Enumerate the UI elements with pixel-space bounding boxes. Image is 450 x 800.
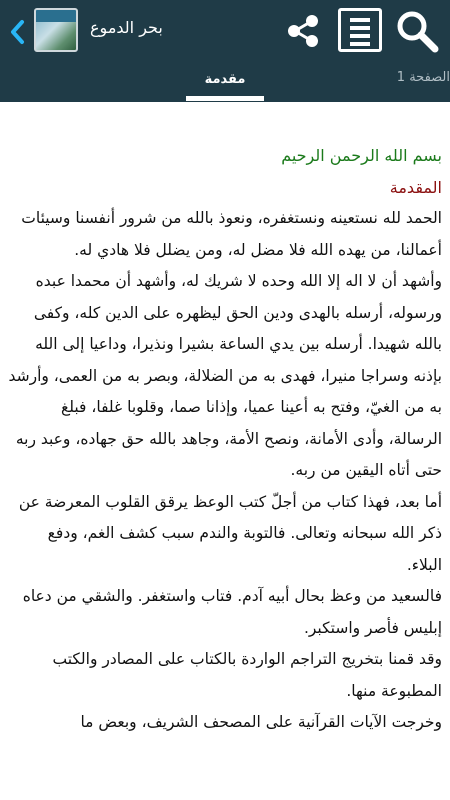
paragraph: الحمد لله نستعينه ونستغفره، ونعوذ بالله من شرور أنفسنا وسيئات أعمالنا، من يهده الله فلا مضل له، ومن يضلل فلا هادي له.	[21, 209, 442, 259]
tab-active-indicator	[186, 96, 264, 101]
tab-introduction[interactable]: مقدمة	[204, 72, 246, 87]
search-icon[interactable]	[394, 8, 440, 54]
list-line	[350, 34, 370, 38]
app-toolbar	[0, 0, 450, 102]
app-logo-band	[36, 10, 76, 22]
paragraph: وأشهد أن لا اله إلا الله وحده لا شريك له، وأشهد أن محمدا عبده ورسوله، أرسله بالهدى ودين الحق ليظهره على الدين كله، وكفى بالله شهيدا. أرسله بين يدي الساعة بشيرا ونذيرا، وداعيا إلى الله بإذنه وسراجا منيرا، فهدى به من الضلالة، وبصر به من العمى، وأرشد به من الغيّ، وفتح به أعينا عميا، وإذانا صما، وقلوبا غلفا، فبلغ الرسالة، وأدى الأمانة، ونصح الأمة، وجاهد بالله حق جهاده، وعبد ربه حتى أتاه اليقين من ربه.	[8, 272, 442, 479]
basmala-text: بسم الله الرحمن الرحيم	[281, 146, 442, 165]
paragraph: أما بعد، فهذا كتاب من أجلّ كتب الوعظ يرقق القلوب المعرضة عن ذكر الله سبحانه وتعالى. فالتوبة والندم سبب كشف الغم، ودفع البلاء.	[18, 492, 442, 574]
paragraph: وخرجت الآيات القرآنية على المصحف الشريف، وبعض ما	[80, 713, 442, 731]
paragraph: وقد قمنا بتخريج التراجم الواردة بالكتاب على المصادر والكتب المطبوعة منها.	[52, 650, 442, 700]
app-title: بحر الدموع	[90, 18, 163, 37]
chevron-left-icon[interactable]	[6, 14, 28, 50]
app-logo-icon[interactable]	[34, 8, 78, 52]
page-counter: الصفحة 1	[396, 70, 450, 85]
book-content	[8, 140, 442, 800]
list-line	[350, 18, 370, 22]
list-line	[350, 42, 370, 46]
section-heading: المقدمة	[389, 177, 442, 197]
list-line	[350, 26, 370, 30]
paragraph: فالسعيد من وعظ بحال أبيه آدم. فتاب واستغفر. والشقي من دعاه إبليس فأصر واستكبر.	[22, 587, 442, 637]
list-index-icon[interactable]	[338, 8, 382, 52]
share-icon[interactable]	[284, 12, 322, 50]
